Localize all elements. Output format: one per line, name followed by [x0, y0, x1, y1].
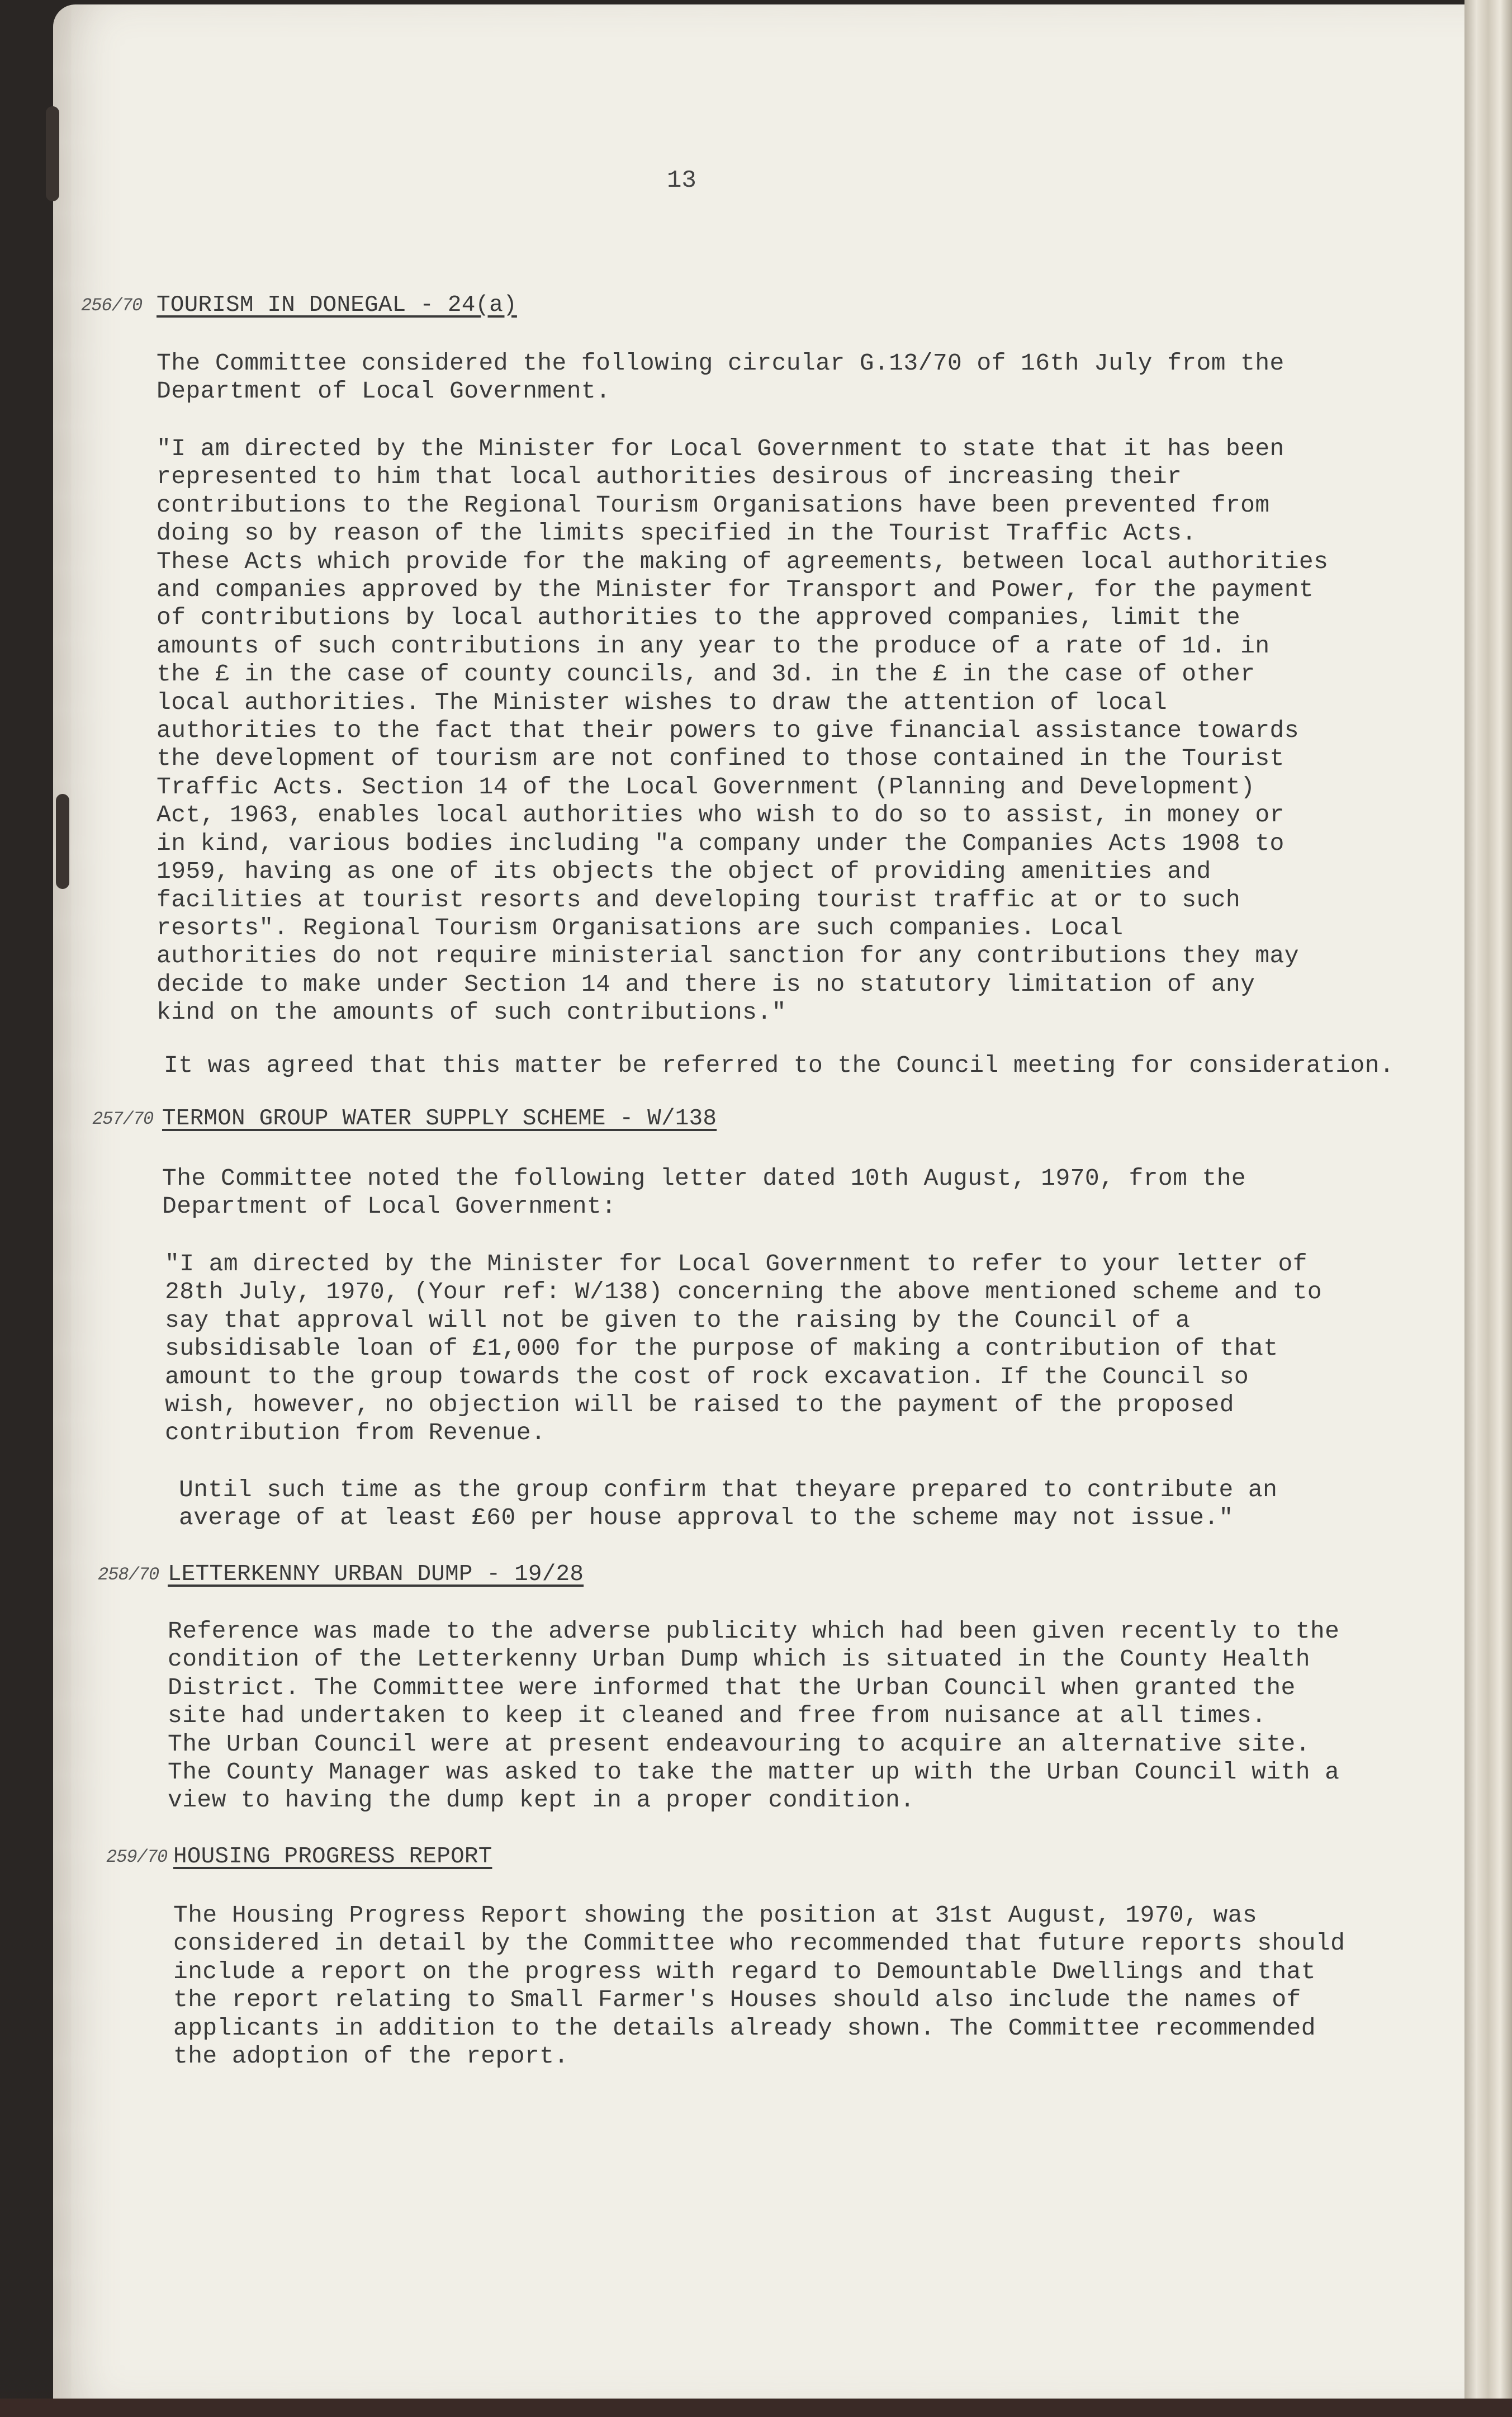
binding-hole	[46, 106, 59, 201]
binding-hole	[56, 794, 69, 889]
section-heading: LETTERKENNY URBAN DUMP - 19/28	[168, 1562, 584, 1587]
book-page-edges	[1464, 0, 1512, 2417]
page-number: 13	[667, 167, 696, 195]
section-heading: TOURISM IN DONEGAL - 24(a)	[157, 292, 517, 318]
section-body: Reference was made to the adverse publicity which had been given recently to the condition of the Letterkenny Urban Dump which is situated in the County Health District. The Committee were informed that the Urban Council when granted the site had undertaken to keep it cleaned and free from nuisance at all times. The Urban Council were at present endeavouring to acquire an alternative site. The County Manager was asked to take the matter up with the Urban Council with a view to having the dump kept in a proper condition.	[168, 1617, 1340, 1814]
section-intro: The Committee noted the following letter dated 10th August, 1970, from the Department of Local Government:	[162, 1165, 1246, 1221]
quoted-circular: "I am directed by the Minister for Local Government to state that it has been represented to him that local authorities desirous of increasing their contributions to the Regional Tourism Organisations have been prevented from doing so by reason of the limits specified in the Tourist Traffic Acts. These Acts which provide for the making of agreements, between local authorities and companies approved by the Minister for Transport and Power, for the payment of contributions by local authorities to the approved companies, limit the amounts of such contributions in any year to the produce of a rate of 1d. in the £ in the case of county councils, and 3d. in the £ in the case of other local authorities. The Minister wishes to draw the attention of local authorities to the fact that their powers to give financial assistance towards the development of tourism are not confined to those contained in the Tourist Traffic Acts. Section 14 of the Local Government (Planning and Development) Act, 1963, enables local authorities who wish to do so to assist, in money or in kind, various bodies including "a company under the Companies Acts 1908 to 1959, having as one of its objects the object of providing amenities and facilities at tourist resorts and developing tourist traffic at or to such resorts". Regional Tourism Organisations are such companies. Local authorities do not require ministerial sanction for any contributions they may decide to make under Section 14 and there is no statutory limitation of any kind on the amounts of such contributions."	[157, 435, 1329, 1027]
section-heading: TERMON GROUP WATER SUPPLY SCHEME - W/138	[162, 1106, 717, 1132]
quoted-letter: "I am directed by the Minister for Local Government to refer to your letter of 28th July, 1970, (Your ref: W/138) concerning the above mentioned scheme and to say that approval will not be given to the raising by the Council of a subsidisable loan of £1,000 for the purpose of making a contribution of that amount to the group towards the cost of rock excavation. If the Council so wish, however, no objection will be raised to the payment of the proposed contribution from Revenue.	[165, 1250, 1323, 1447]
section-intro: The Committee considered the following circular G.13/70 of 16th July from the Department of Local Government.	[157, 349, 1285, 405]
section-heading: HOUSING PROGRESS REPORT	[173, 1844, 492, 1870]
minute-ref: 257/70	[92, 1109, 154, 1129]
minute-ref: 258/70	[98, 1564, 159, 1585]
minute-ref: 256/70	[81, 295, 143, 316]
minute-ref: 259/70	[106, 1847, 168, 1867]
section-conclusion: It was agreed that this matter be referred to the Council meeting for consideration.	[164, 1052, 1395, 1079]
book-cover-edge	[0, 2399, 1512, 2417]
section-body: The Housing Progress Report showing the position at 31st August, 1970, was considered in detail by the Committee who recommended that future reports should include a report on the progress with regard to Demountable Dwellings and that the report relating to Small Farmer's Houses should also include the names of applicants in addition to the details already shown. The Committee recommended the adoption of the report.	[173, 1902, 1345, 2070]
document-page	[53, 4, 1473, 2403]
quoted-letter-continued: Until such time as the group confirm that theyare prepared to contribute an average of at least £60 per house approval to the scheme may not issue."	[179, 1476, 1278, 1532]
